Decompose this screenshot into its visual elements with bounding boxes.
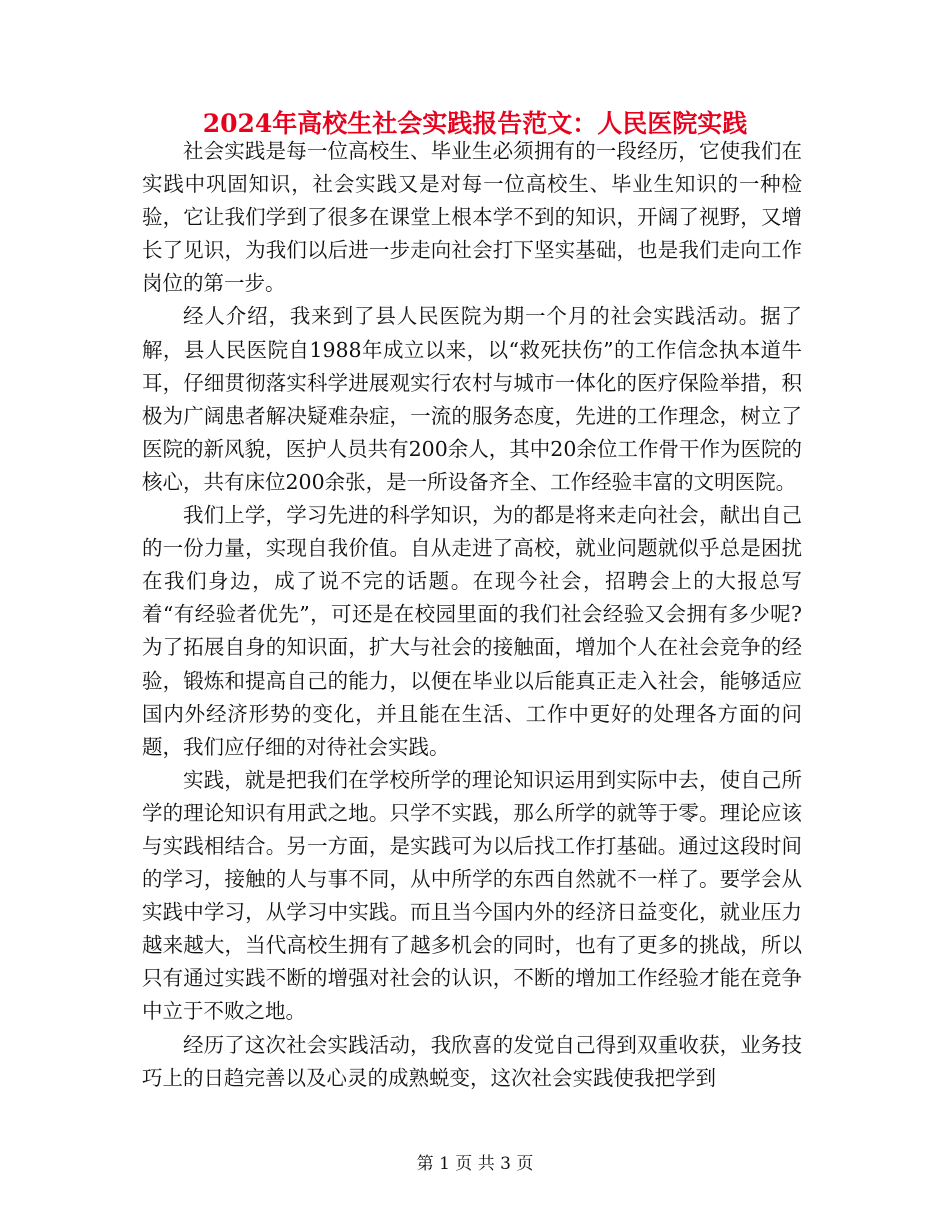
document-body [142,135,802,1095]
page-footer: 第 1 页 共 3 页 [416,1154,534,1174]
paragraph-2: 经人介绍，我来到了县人民医院为期一个月的社会实践活动。据了解，县人民医院自1988年成立以来，以“救死扶伤”的工作信念执本道牛耳，仔细贯彻落实科学进展观实行农村与城市一体化的医疗保险举措，积极为广阔患者解决疑难杂症，一流的服务态度，先进的工作理念，树立了医院的新风貌，医护人员共有200余人，其中20余位工作骨干作为医院的核心，共有床位200余张，是一所设备齐全、工作经验丰富的文明医院。 [142,304,802,494]
paragraph-1: 社会实践是每一位高校生、毕业生必须拥有的一段经历，它使我们在实践中巩固知识，社会实践又是对每一位高校生、毕业生知识的一种检验，它让我们学到了很多在课堂上根本学不到的知识，开阔了视野，又增长了见识，为我们以后进一步走向社会打下坚实基础，也是我们走向工作岗位的第一步。 [142,139,802,296]
paragraph-5: 经历了这次社会实践活动，我欣喜的发觉自己得到双重收获，业务技巧上的日趋完善以及心灵的成熟蜕变，这次社会实践使我把学到 [142,1032,802,1090]
paragraph-4: 实践，就是把我们在学校所学的理论知识运用到实际中去，使自己所学的理论知识有用武之地。只学不实践，那么所学的就等于零。理论应该与实践相结合。另一方面，是实践可为以后找工作打基础。通过这段时间的学习，接触的人与事不同，从中所学的东西自然就不一样了。要学会从实践中学习，从学习中实践。而且当今国内外的经济日益变化，就业压力越来越大，当代高校生拥有了越多机会的同时，也有了更多的挑战，所以只有通过实践不断的增强对社会的认识，不断的增加工作经验才能在竞争中立于不败之地。 [142,767,802,1024]
paragraph-3: 我们上学，学习先进的科学知识，为的都是将来走向社会，献出自己的一份力量，实现自我价值。自从走进了高校，就业问题就似乎总是困扰在我们身边，成了说不完的话题。在现今社会，招聘会上的大报总写着“有经验者优先”，可还是在校园里面的我们社会经验又会拥有多少呢?为了拓展自身的知识面，扩大与社会的接触面，增加个人在社会竞争的经验，锻炼和提高自己的能力，以便在毕业以后能真正走入社会，能够适应国内外经济形势的变化，并且能在生活、工作中更好的处理各方面的问题，我们应仔细的对待社会实践。 [142,503,802,759]
document-title: 2024年高校生社会实践报告范文：人民医院实践 [202,109,748,138]
